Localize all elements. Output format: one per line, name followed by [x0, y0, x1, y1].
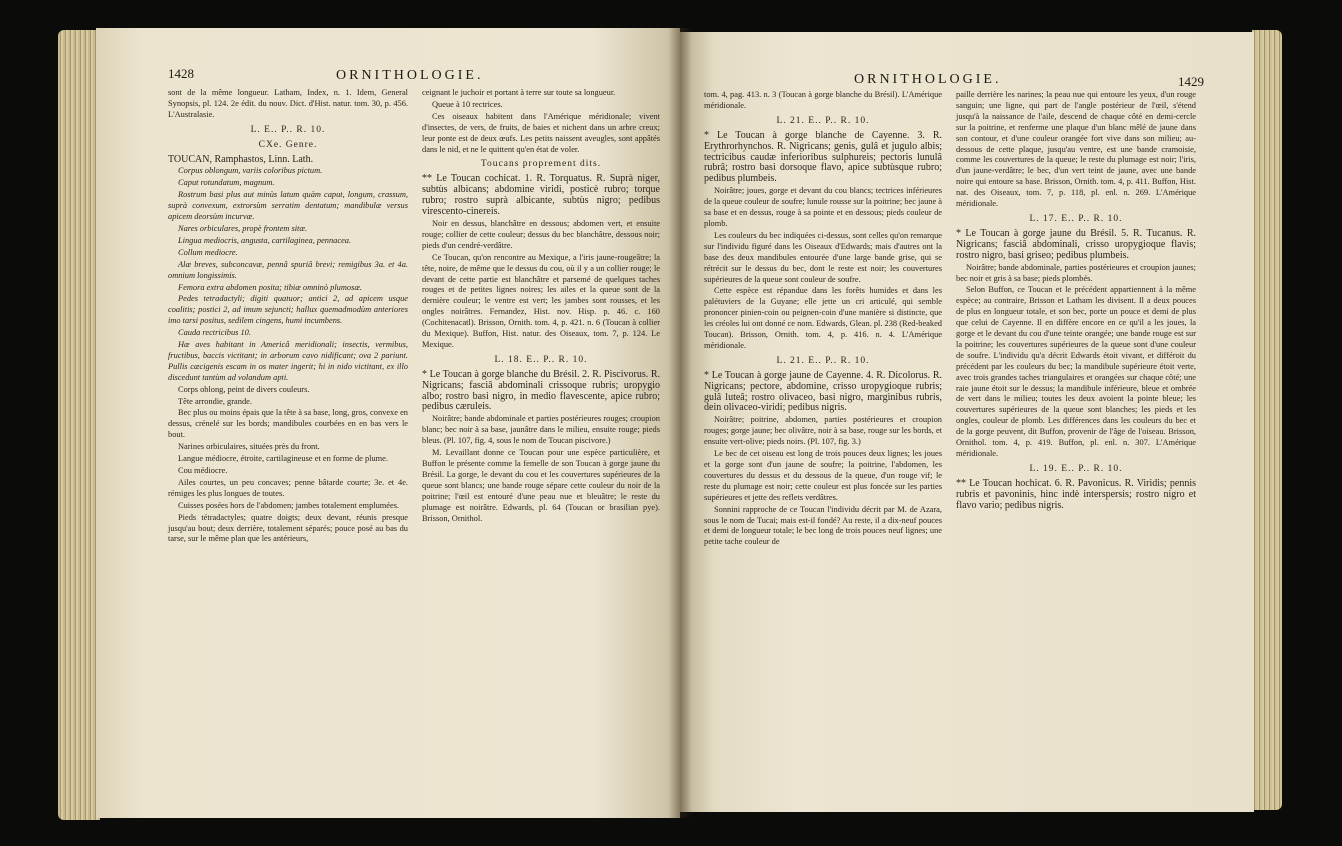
section-heading: L. 21. E.. P.. R. 10.	[776, 355, 870, 366]
section-heading: L. E.. P.. R. 10.	[250, 124, 326, 135]
text-column-2	[956, 90, 1196, 513]
paragraph: Femora extra abdomen posita; tibiæ omninò plumosæ.	[178, 282, 363, 292]
text-column-1	[704, 90, 942, 549]
text-column-2	[422, 88, 660, 525]
paragraph: Les couleurs du bec indiquées ci-dessus, sont celles qu'on remarque sur l'individu figuré dans les Oiseaux d'Edwards; mais d'autres ont la base des deux mandibules entourée d'une large bande grise, qui se rétrécit sur le dessus du bec, dont le reste est noir; les couvertures supérieures de la queue sont couleur de soufre.	[704, 230, 942, 284]
right-page	[680, 32, 1254, 812]
paragraph: Ces oiseaux habitent dans l'Amérique méridionale; vivent d'insectes, de vers, de fruits, de baies et nichent dans un arbre creux; leur ponte est de deux œufs. Les petits naissent aveugles, sont appâtés dans le nid, et ne le quittent qu'en état de voler.	[422, 111, 660, 154]
paragraph: Alæ breves, subconcavæ, pennâ spuriâ brevi; remigibus 3a. et 4a. omnium longissimis.	[168, 259, 408, 280]
paragraph: Selon Buffon, ce Toucan et le précédent appartiennent à la même espèce; au contraire, Brisson et Latham les divisent. Il a deux pouces de plus en longueur totale, et son bec, porte un pouce et demi de plus que celui de Cayenne. Il en diffère encore en ce qu'il a les joues, la gorge et le devant du cou d'une teinte orangée; une bande rouge est sur la poitrine; les couvertures supérieures de la queue sont d'une couleur de soufre. L'individu qu'a décrit Edwards étoit vivant, et différoit du précédent par les couleurs du bec; la mandibule supérieure étoit verte, avec trois grandes taches triangulaires et orangées sur chaque côté; une raie jaune étoit sur le dessus; la mandibule inférieure, bleue et ombrée de vert dans le milieu; toutes les deux avoient la pointe bleue; les couvertures supérieures de la queue sont blanches; les pieds et les ongles, couleur de plomb. Les différences dans les couleurs du bec et de la gorge peuvent, dit Buffon, provenir de l'âge de l'oiseau. Brisson, Ornithol. tom. 4, p. 419. Buffon, pl. enl. n. 307. L'Amérique méridionale.	[956, 285, 1196, 458]
paragraph: sont de la même longueur. Latham, Index, n. 1. Idem, General Synopsis, pl. 124. 2e édit. du nouv. Dict. d'Hist. natur. tom. 30, p. 456. L'Australasie.	[168, 88, 408, 119]
paragraph: Cette espèce est répandue dans les forêts humides et dans les palétuviers de la Guyane; elle jette un cri articulé, qui semble prononcer pinien-coin ou peignen-coin d'une manière si distincte, que les créoles lui ont donné ce nom. Edwards, Glean. pl. 238 (Red-beaked Toucan). Brisson, Ornith. tom. 4, p. 416. n. 4. L'Amérique méridionale.	[704, 286, 942, 350]
paragraph: paille derrière les narines; la peau nue qui entoure les yeux, d'un rouge sanguin; une ligne, qui part de l'angle postérieur de l'œil, s'étend jusqu'à la naissance de l'aile, descend de chaque côté en demi-cercle sur la poitrine, et renferme une plaque d'un blanc mêlé de jaune dans son contour, et d'une couleur orangée fort vive dans son milieu; au-dessous de cette plaque, jusqu'au ventre, est une bande cramoisie, comme les couvertures de la queue; le reste du plumage est noir; l'iris, d'un jaune-verdâtre; le bec, d'un vert teint de jaune, avec une bande noire qui entoure sa base. Brisson, Ornith. tom. 4, p. 411. Buffon, Hist. nat. des Oiseaux, tom. 7, p. 118, pl. enl. n. 269. L'Amérique méridionale.	[956, 90, 1196, 209]
section-heading: L. 19. E.. P.. R. 10.	[1029, 463, 1123, 474]
left-page	[96, 28, 680, 818]
right-page-edges	[1252, 30, 1282, 810]
paragraph: Pedes tetradactyli; digiti quatuor; antici 2, ad apicem usque coalitis; postici 2, ad imum sejuncti; hallux quemadmodùm anteriores imo tarsi positus, sedilem cingens, humi incumbens.	[168, 294, 408, 326]
paragraph: ceignant le juchoir et portant à terre sur toute sa longueur.	[422, 88, 616, 97]
paragraph: Caput rotundatum, magnum.	[178, 178, 275, 188]
section-heading: L. 18. E.. P.. R. 10.	[494, 354, 588, 365]
section-heading: L. 21. E.. P.. R. 10.	[776, 115, 870, 126]
paragraph: Hæ aves habitant in Americâ meridionali; insectis, vermibus, fructibus, baccis victitant; in arborum cavo nidificant; ova 2 pariunt. Pullis cæcigenis escam in os mater ingerit; hi in nido victitant, ex illo discedunt tantùm ad volandum apti.	[168, 340, 408, 382]
paragraph: Corps oblong, peint de divers couleurs.	[178, 384, 310, 394]
book-gutter	[668, 28, 692, 818]
paragraph: Narines orbiculaires, situées près du front.	[178, 442, 320, 452]
text-column-1	[168, 88, 408, 546]
paragraph: Langue médiocre, étroite, cartilagineuse et en forme de plume.	[178, 454, 388, 464]
paragraph: Noirâtre; bande abdominale, parties postérieures et croupion jaunes; bec noir et gris à sa base; pieds plombés.	[956, 262, 1196, 283]
species-entry-title: * Le Toucan à gorge blanche du Brésil. 2. R. Piscivorus. R. Nigricans; fasciâ abdominali crissoque rubris; uropygio albo; rostro basi nigro, in medio flavescente, apice rubro; pedibus cæruleis.	[422, 368, 660, 413]
paragraph: Cou médiocre.	[178, 466, 228, 475]
paragraph: Lingua mediocris, angusta, cartilaginea, pennacea.	[178, 235, 352, 245]
running-header: ORNITHOLOGIE.	[336, 68, 484, 83]
paragraph: Noirâtre; bande abdominale et parties postérieures rouges; croupion blanc; bec noir à sa base, jaunâtre dans le milieu, ensuite rouge; pieds bleus. (Pl. 107, fig. 4, sous le nom de Toucan piscivore.)	[422, 414, 660, 446]
paragraph: Tête arrondie, grande.	[178, 396, 252, 406]
section-heading: CXe. Genre.	[258, 139, 318, 150]
species-entry-title: * Le Toucan à gorge jaune du Brésil. 5. R. Tucanus. R. Nigricans; fasciâ abdominali, crisso uropygioque flavis; rostro nigro, basi griseo; pedibus plumbeis.	[956, 227, 1196, 261]
page-number: 1429	[1178, 74, 1204, 89]
paragraph: Noir en dessus, blanchâtre en dessous; abdomen vert, et ensuite rouge; collier de cette couleur; dessus du bec blanchâtre, dessous noir; pieds d'un cendré-verdâtre.	[422, 218, 660, 250]
section-heading: L. 17. E.. P.. R. 10.	[1029, 213, 1123, 224]
paragraph: M. Levaillant donne ce Toucan pour une espèce particulière, et Buffon le présente comme la femelle de son Toucan à gorge jaune du Brésil. La gorge, le devant du cou et les couvertures supérieures de la queue sont blancs; une bande rouge sépare cette couleur du noir de la poitrine; l'œil est entouré d'une peau nue et bleuâtre; le reste du plumage est noirâtre. Edwards, pl. 64 (Toucan or brasilian pye). Brisson, Ornithol.	[422, 448, 660, 523]
paragraph: Ailes courtes, un peu concaves; penne bâtarde courte; 3e. et 4e. rémiges les plus longues de toutes.	[168, 477, 408, 498]
section-heading: Toucans proprement dits.	[480, 159, 602, 170]
paragraph: Noirâtre; joues, gorge et devant du cou blancs; tectrices inférieures de la queue couleur de soufre; lunule rousse sur la poitrine; bec jaune à sa base et en dessus, rouge à sa pointe et en dessous; pieds couleur de plomb.	[704, 186, 942, 228]
paragraph: Queue à 10 rectrices.	[432, 99, 503, 109]
paragraph: Le bec de cet oiseau est long de trois pouces deux lignes; les joues et la gorge sont d'un jaune de soufre; la poitrine, l'abdomen, les couvertures du dessus et du dessous de la queue, d'un rouge vif; le reste du plumage est noir; cette couleur est plus foncée sur les parties supérieures et jette des reflets verdâtres.	[704, 449, 942, 502]
running-header: ORNITHOLOGIE.	[854, 72, 1002, 87]
paragraph: Bec plus ou moins épais que la tête à sa base, long, gros, convexe en dessus, crénelé sur les bords; mandibules courbées en en bas vers le bout.	[168, 408, 408, 440]
paragraph: Rostrum basi plus aut minùs latum quàm caput, longum, crassum, suprà convexum, extrorsùm serratim dentatum; mandibulæ versus apicem deorsùm incurvæ.	[168, 190, 408, 222]
paragraph: tom. 4, pag. 413. n. 3 (Toucan à gorge blanche du Brésil). L'Amérique méridionale.	[704, 90, 942, 110]
left-page-edges	[58, 30, 100, 820]
species-entry-title: ** Le Toucan hochicat. 6. R. Pavonicus. R. Viridis; pennis rubris et pavoninis, hinc indè interspersis; rostro nigro et flavo vario; pedibus nigris.	[956, 477, 1196, 511]
species-entry-title: ** Le Toucan cochicat. 1. R. Torquatus. R. Suprà niger, subtùs albicans; abdomine viridi, posticè rubro; torque rubro; rostro suprà albicante, subtùs nigro; pedibus virescento-cinereis.	[422, 173, 660, 218]
paragraph: Sonnini rapproche de ce Toucan l'individu décrit par M. de Azara, sous le nom de Tucai; mais est-il fondé? Au reste, il a dix-neuf pouces et demi de longueur totale; le bec long de trois pouces neuf lignes; une petite tache couleur de	[704, 504, 942, 547]
paragraph: Cuisses posées hors de l'abdomen; jambes totalement emplumées.	[178, 500, 400, 510]
paragraph: Collum mediocre.	[178, 247, 238, 257]
paragraph: Nares orbiculares, propè frontem sitæ.	[178, 223, 308, 233]
species-entry-title: TOUCAN, Ramphastos, Linn. Lath.	[168, 153, 314, 165]
paragraph: Corpus oblongum, variis coloribus pictum.	[178, 166, 323, 176]
paragraph: Pieds tétradactyles; quatre doigts; deux devant, réunis presque jusqu'au bout; deux derrière, totalement séparés; pouce posé au bas du tarse, sur le même plan que les antérieurs,	[168, 512, 408, 544]
page-number: 1428	[168, 66, 194, 81]
paragraph: Cauda rectricibus 10.	[178, 328, 251, 338]
paragraph: Noirâtre; poitrine, abdomen, parties postérieures et croupion rouges; gorge jaune; bec olivâtre, noir à sa base, rouge sur les bords, et ensuite vert-olive; pieds noirs. (Pl. 107, fig. 3.)	[704, 415, 942, 447]
species-entry-title: * Le Toucan à gorge jaune de Cayenne. 4. R. Dicolorus. R. Nigricans; pectore, abdomine, crisso uropygioque rubris; gulâ luteâ; rostro olivaceo, basi nigro, marginibus rubris, dein olivaceo-viridi; pedibus nigris.	[704, 369, 942, 414]
paragraph: Ce Toucan, qu'on rencontre au Mexique, a l'iris jaune-rougeâtre; la tête, noire, de même que le dessus du cou, où il y a un collier rouge; le devant de cette partie est blanchâtre et parsemé de quelques taches rouges et de petites lignes noires; les ailes et la queue sont de la dernière couleur; le ventre est vert; les jambes sont rousses, et les ongles noirâtres. Fernandez, Hist. nov. Hisp. p. 46. c. 160 (Cochitenacatl). Brisson, Ornith. tom. 4, p. 421. n. 6 (Toucan à collier du Mexique). Buffon, Hist. natur. des Oiseaux, tom. 7, p. 124. Le Mexique.	[422, 252, 660, 349]
species-entry-title: * Le Toucan à gorge blanche de Cayenne. 3. R. Erythrorhynchos. R. Nigricans; genis, gulâ et jugulo albis; tectricibus caudæ inferioribus sulphureis; pectoris lunulâ rubrâ; rostro basi dorsoque flavo, apice subtùsque rubro; pedibus plumbeis.	[704, 129, 942, 185]
